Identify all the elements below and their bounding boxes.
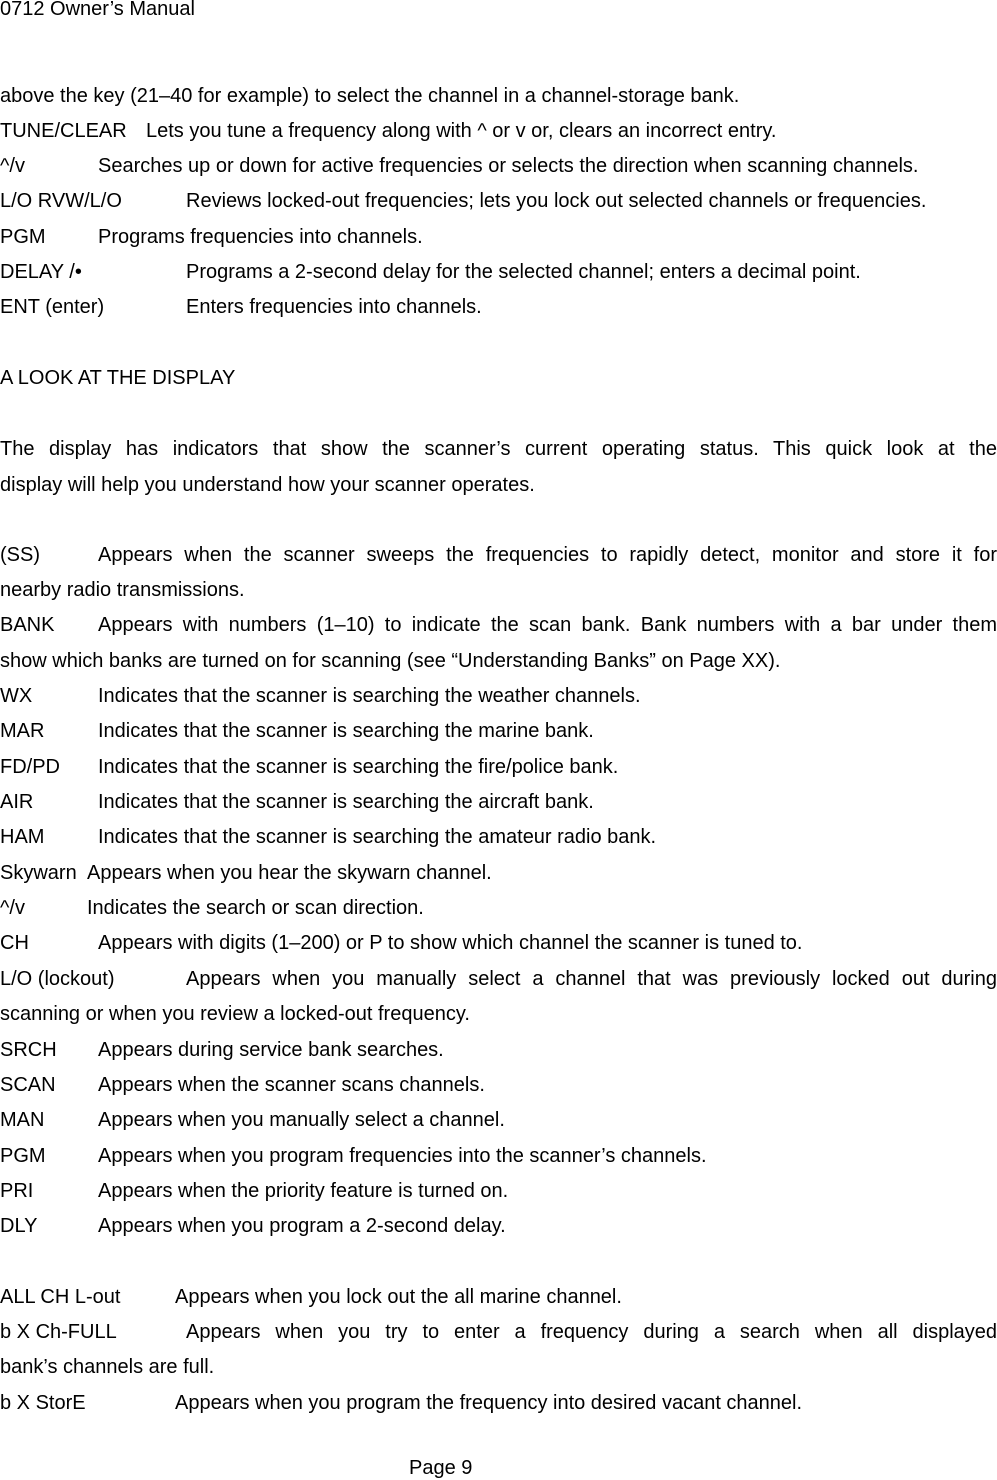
message-term-allch: ALL CH L-out (0, 1286, 121, 1308)
message-desc-store: Appears when you program the frequency into desired vacant channel. (175, 1392, 803, 1414)
indicator-desc-mar: Indicates that the scanner is searching the marine bank. (98, 720, 594, 742)
indicator-desc-air: Indicates that the scanner is searching the aircraft bank. (98, 791, 594, 813)
key-term-delay: DELAY /• (0, 261, 82, 283)
message-desc-chfull-line2: bank’s channels are full. (0, 1356, 215, 1378)
key-term-ent: ENT (enter) (0, 296, 105, 318)
indicator-term-wx: WX (0, 685, 33, 707)
indicator-desc-fdpd: Indicates that the scanner is searching the fire/police bank. (98, 756, 619, 778)
indicator-term-mar: MAR (0, 720, 45, 742)
key-term-tune-clear: TUNE/CLEAR (0, 120, 127, 142)
indicator-term-ch: CH (0, 932, 29, 954)
message-term-chfull: b X Ch-FULL (0, 1321, 117, 1343)
indicator-term-ham: HAM (0, 826, 45, 848)
indicator-term-srch: SRCH (0, 1039, 57, 1061)
message-desc-allch: Appears when you lock out the all marine channel. (175, 1286, 622, 1308)
message-term-store: b X StorE (0, 1392, 86, 1414)
indicator-desc-srch: Appears during service bank searches. (98, 1039, 444, 1061)
indicator-term-air: AIR (0, 791, 34, 813)
indicator-desc-pri: Appears when the priority feature is turned on. (98, 1180, 509, 1202)
key-desc-ent: Enters frequencies into channels. (186, 296, 482, 318)
indicator-term-ss: (SS) (0, 544, 40, 566)
section-heading: A LOOK AT THE DISPLAY (0, 367, 236, 389)
display-intro-line2: display will help you understand how your scanner operates. (0, 474, 535, 496)
page-number: Page 9 (409, 1457, 473, 1479)
indicator-term-lockout: L/O (lockout) (0, 968, 115, 990)
key-term-lockout-review: L/O RVW/L/O (0, 190, 122, 212)
indicator-desc-up-down: Indicates the search or scan direction. (87, 897, 424, 919)
page-header: 0712 Owner’s Manual (0, 0, 195, 20)
indicator-desc-ss-line2: nearby radio transmissions. (0, 579, 245, 601)
key-term-pgm: PGM (0, 226, 46, 248)
indicator-term-up-down: ^/v (0, 897, 25, 919)
indicator-desc-lockout-line2: scanning or when you review a locked-out frequency. (0, 1003, 470, 1025)
indicator-desc-man: Appears when you manually select a channel. (98, 1109, 505, 1131)
indicator-term-bank: BANK (0, 614, 55, 636)
indicator-term-pri: PRI (0, 1180, 34, 1202)
message-desc-chfull-line1: Appears when you try to enter a frequency during a search when all displayed (186, 1321, 997, 1343)
key-desc-lockout-review: Reviews locked-out frequencies; lets you lock out selected channels or frequencies. (186, 190, 927, 212)
indicator-desc-wx: Indicates that the scanner is searching the weather channels. (98, 685, 641, 707)
indicator-desc-bank-line2: show which banks are turned on for scanning (see “Understanding Banks” on Page XX). (0, 650, 781, 672)
indicator-term-fdpd: FD/PD (0, 756, 60, 778)
indicator-desc-lockout-line1: Appears when you manually select a channel that was previously locked out during (186, 968, 997, 990)
indicator-desc-bank-line1: Appears with numbers (1–10) to indicate the scan bank. Bank numbers with a bar under them (98, 614, 997, 636)
key-desc-tune-clear: Lets you tune a frequency along with ^ or v or, clears an incorrect entry. (146, 120, 777, 142)
indicator-term-scan: SCAN (0, 1074, 56, 1096)
key-term-up-down: ^/v (0, 155, 25, 177)
indicator-term-pgm: PGM (0, 1145, 46, 1167)
indicator-desc-skywarn: Appears when you hear the skywarn channel. (87, 862, 492, 884)
indicator-term-man: MAN (0, 1109, 45, 1131)
key-desc-pgm: Programs frequencies into channels. (98, 226, 423, 248)
indicator-desc-ch: Appears with digits (1–200) or P to show which channel the scanner is tuned to. (98, 932, 803, 954)
key-desc-up-down: Searches up or down for active frequencies or selects the direction when scanning channels. (98, 155, 919, 177)
indicator-desc-pgm: Appears when you program frequencies into the scanner’s channels. (98, 1145, 707, 1167)
indicator-term-dly: DLY (0, 1215, 38, 1237)
intro-line: above the key (21–40 for example) to select the channel in a channel-storage bank. (0, 85, 740, 107)
indicator-desc-scan: Appears when the scanner scans channels. (98, 1074, 485, 1096)
indicator-desc-dly: Appears when you program a 2-second delay. (98, 1215, 506, 1237)
indicator-desc-ss-line1: Appears when the scanner sweeps the frequencies to rapidly detect, monitor and store it for (98, 544, 997, 566)
indicator-term-skywarn: Skywarn (0, 862, 77, 884)
key-desc-delay: Programs a 2-second delay for the selected channel; enters a decimal point. (186, 261, 861, 283)
display-intro-line1: The display has indicators that show the scanner’s current operating status. This quick look at the (0, 438, 997, 460)
indicator-desc-ham: Indicates that the scanner is searching the amateur radio bank. (98, 826, 657, 848)
